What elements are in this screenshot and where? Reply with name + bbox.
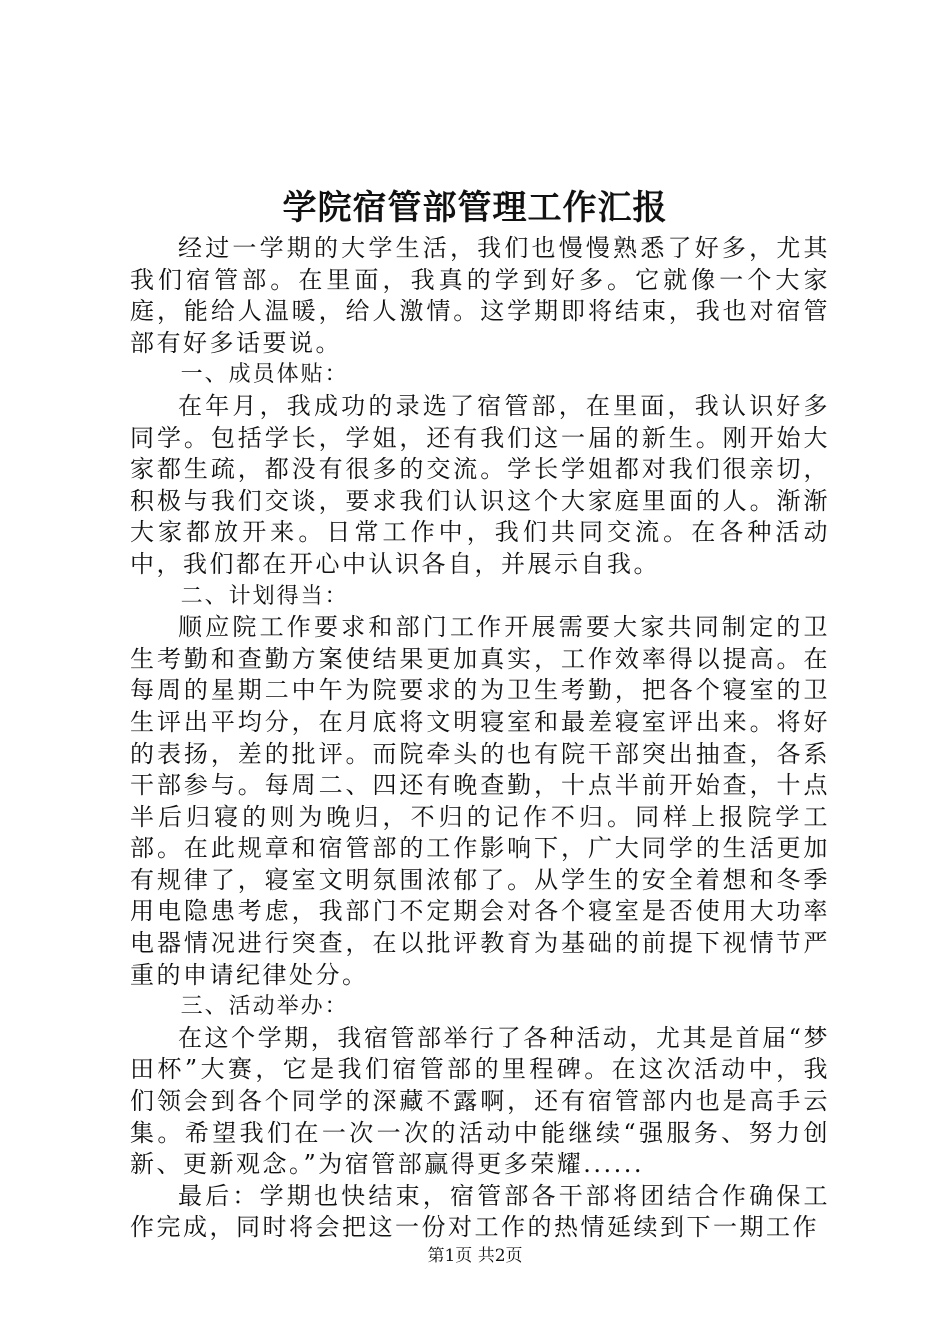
closing-paragraph: 最后：学期也快结束，宿管部各干部将团结合作确保工作完成，同时将会把这一份对工作的热情延续到下一期工作 bbox=[130, 1181, 830, 1242]
section-heading-members: 一、成员体贴： bbox=[180, 362, 349, 388]
document-body bbox=[130, 233, 830, 1244]
intro-paragraph: 经过一学期的大学生活，我们也慢慢熟悉了好多，尤其我们宿管部。在里面，我真的学到好多。它就像一个大家庭，能给人温暖，给人激情。这学期即将结束，我也对宿管部有好多话要说。 bbox=[130, 234, 830, 357]
section-heading-activities: 三、活动举办： bbox=[180, 994, 349, 1020]
section-body-members: 在年月，我成功的录选了宿管部，在里面，我认识好多同学。包括学长，学姐，还有我们这一届的新生。刚开始大家都生疏，都没有很多的交流。学长学姐都对我们很亲切，积极与我们交谈，要求我们认识这个大家庭里面的人。渐渐大家都放开来。日常工作中，我们共同交流。在各种活动中，我们都在开心中认识各自，并展示自我。 bbox=[130, 391, 830, 578]
document-title: 学院宿管部管理工作汇报 bbox=[282, 188, 668, 228]
section-heading-planning: 二、计划得当： bbox=[180, 583, 349, 609]
page-number-footer: 第1页 共2页 bbox=[427, 1246, 523, 1266]
section-body-activities: 在这个学期，我宿管部举行了各种活动，尤其是首届“梦田杯”大赛，它是我们宿管部的里程碑。在这次活动中，我们领会到各个同学的深藏不露啊，还有宿管部内也是高手云集。希望我们在一次一次的活动中能继续“强服务、努力创新、更新观念。”为宿管部赢得更多荣耀...... bbox=[130, 1023, 830, 1179]
section-body-planning: 顺应院工作要求和部门工作开展需要大家共同制定的卫生考勤和查勤方案使结果更加真实，工作效率得以提高。在每周的星期二中午为院要求的为卫生考勤，把各个寝室的卫生评出平均分，在月底将文明寝室和最差寝室评出来。将好的表扬，差的批评。而院牵头的也有院干部突出抽查，各系干部参与。每周二、四还有晚查勤，十点半前开始查，十点半后归寝的则为晚归，不归的记作不归。同样上报院学工部。在此规章和宿管部的工作影响下，广大同学的生活更加有规律了，寝室文明氛围浓郁了。从学生的安全着想和冬季用电隐患考虑，我部门不定期会对各个寝室是否使用大功率电器情况进行突查，在以批评教育为基础的前提下视情节严重的申请纪律处分。 bbox=[130, 613, 830, 989]
